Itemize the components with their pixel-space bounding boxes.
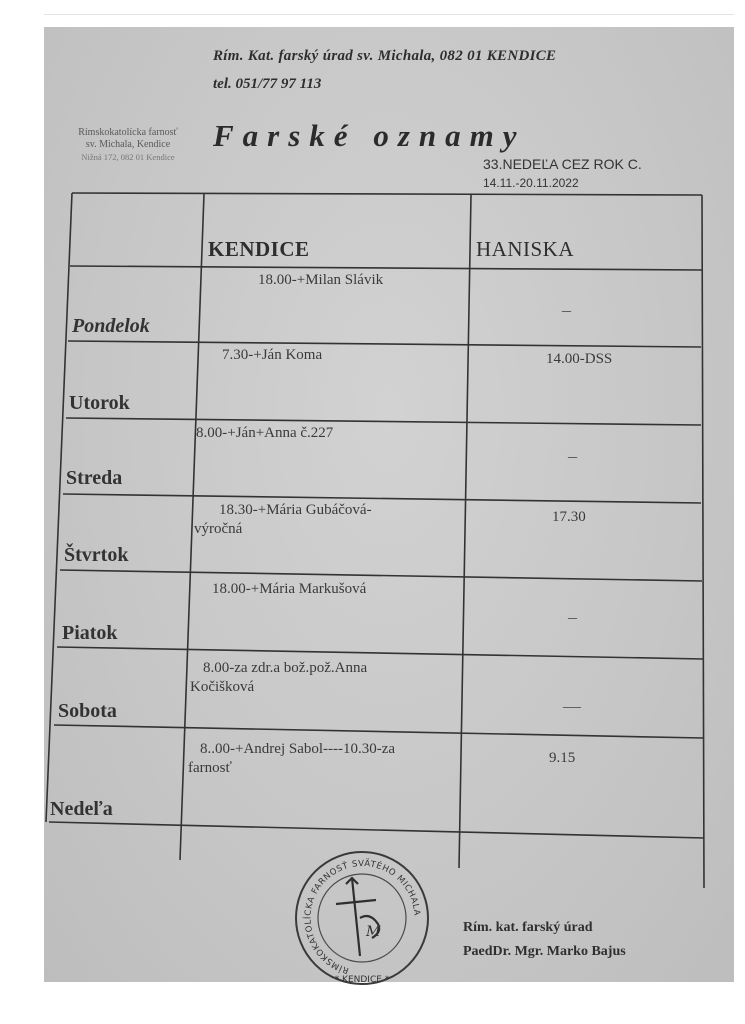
kendice-cell-streda xyxy=(196,424,333,443)
day-label-sobota: Sobota xyxy=(58,700,117,722)
kendice-cell-sobota xyxy=(190,659,367,697)
cell-line: Kočišková xyxy=(190,679,255,695)
haniska-cell-utorok: 14.00-DSS xyxy=(546,351,613,367)
stamp-bottom-text: * KENDICE * xyxy=(334,975,390,985)
day-label-streda: Streda xyxy=(66,467,123,489)
cell-line: 8..00-+Andrej Sabol----10.30-za xyxy=(200,741,396,757)
address-line: Nižná 172, 082 01 Kendice xyxy=(81,152,175,162)
signature-priest: PaedDr. Mgr. Marko Bajus xyxy=(463,944,626,959)
signature-office: Rím. kat. farský úrad xyxy=(463,920,593,935)
cell-line: farnosť xyxy=(188,760,232,776)
cell-line: 8.00-za zdr.a bož.pož.Anna xyxy=(203,660,368,676)
stamp-ring-text: RÍMSKOKATOLÍCKA FARNOSŤ SVÄTÉHO MICHALA xyxy=(303,858,422,976)
kendice-cell-nedela xyxy=(188,740,395,778)
parish-office-address: Rím. Kat. farský úrad sv. Michala, 082 01 KENDICE xyxy=(213,48,557,64)
day-label-piatok: Piatok xyxy=(62,622,118,644)
day-label-nedela: Nedeľa xyxy=(50,798,113,820)
cell-line: 18.00-+Mária Markušová xyxy=(212,581,367,597)
page-title: Farské oznamy xyxy=(213,118,526,153)
haniska-cell-nedela: 9.15 xyxy=(549,750,576,766)
parish-phone: tel. 051/77 97 113 xyxy=(213,76,322,92)
kendice-cell-utorok xyxy=(222,346,322,365)
haniska-cell-pondelok: – xyxy=(562,300,571,320)
kendice-cell-pondelok xyxy=(258,271,383,290)
parish-stamp xyxy=(290,848,435,988)
kendice-cell-stvrtok xyxy=(194,501,372,539)
haniska-cell-stvrtok: 17.30 xyxy=(552,509,586,525)
address-line: Rímskokatolícka farnosť xyxy=(78,127,178,138)
haniska-cell-piatok: – xyxy=(568,607,577,627)
cross-emblem-icon xyxy=(336,878,379,956)
address-line: sv. Michala, Kendice xyxy=(85,139,171,150)
haniska-cell-sobota: — xyxy=(563,696,581,716)
cell-line: 7.30-+Ján Koma xyxy=(222,347,323,363)
kendice-cell-piatok xyxy=(212,580,366,599)
day-label-utorok: Utorok xyxy=(69,392,130,414)
column-header-kendice: KENDICE xyxy=(208,237,310,261)
cell-line: 18.30-+Mária Gubáčová- xyxy=(219,502,372,518)
day-label-stvrtok: Štvrtok xyxy=(64,544,129,566)
haniska-cell-streda: – xyxy=(568,446,577,466)
cell-line: 18.00-+Milan Slávik xyxy=(258,272,384,288)
day-label-pondelok: Pondelok xyxy=(72,315,150,337)
cell-line: výročná xyxy=(194,521,243,537)
stamp-monogram: M xyxy=(366,924,381,940)
column-header-haniska: HANISKA xyxy=(476,237,574,261)
week-label: 33.NEDEĽA CEZ ROK C. xyxy=(483,156,642,172)
date-range: 14.11.-20.11.2022 xyxy=(483,176,579,190)
cell-line: 8.00-+Ján+Anna č.227 xyxy=(196,425,334,441)
